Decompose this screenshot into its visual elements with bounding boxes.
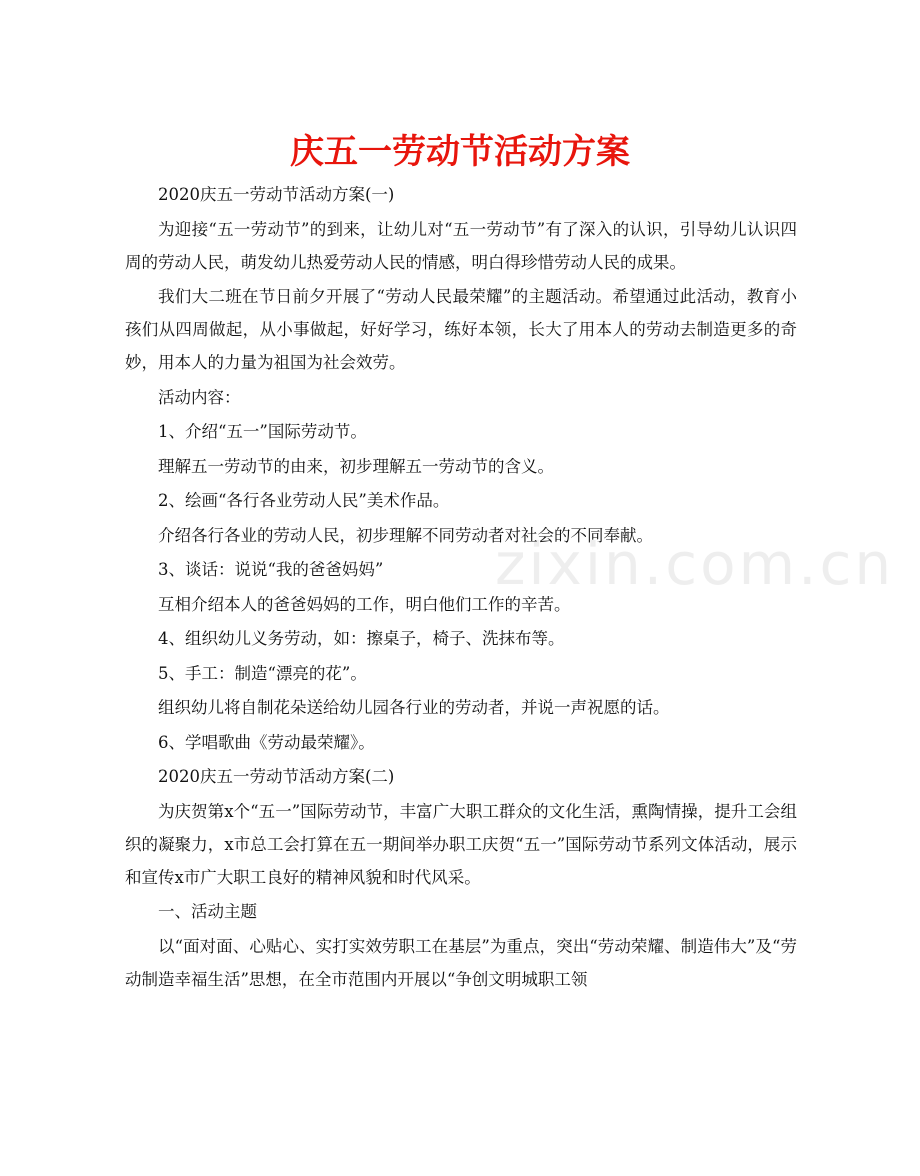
list-item-detail: 互相介绍本人的爸爸妈妈的工作，明白他们工作的辛苦。	[158, 594, 571, 614]
list-item: 2、绘画“各行各业劳动人民”美术作品。	[158, 491, 450, 510]
section-heading-plan-two: 2020庆五一劳动节活动方案(二)	[158, 767, 395, 786]
paragraph: 为庆贺第x个“五一”国际劳动节，丰富广大职工群众的文化生活，熏陶情操，提升工会组织的凝聚力，x市总工会打算在五一期间举办职工庆贺“五一”国际劳动节系列文体活动，展示和宣传x市广大职工良好的精神风貌和时代风采。	[125, 801, 797, 887]
list-item-detail: 组织幼儿将自制花朵送给幼儿园各行业的劳动者，并说一声祝愿的话。	[158, 698, 670, 717]
section-heading-activity-theme: 一、活动主题	[158, 902, 257, 921]
list-item-detail: 理解五一劳动节的由来，初步理解五一劳动节的含义。	[158, 456, 554, 476]
list-item: 3、谈话：说说“我的爸爸妈妈”	[158, 560, 384, 579]
section-heading-plan-one: 2020庆五一劳动节活动方案(一)	[158, 185, 395, 204]
list-item: 1、介绍“五一”国际劳动节。	[158, 422, 367, 441]
list-item: 4、组织幼儿义务劳动，如：擦桌子，椅子、洗抹布等。	[158, 629, 565, 648]
paragraph: 以“面对面、心贴心、实打实效劳职工在基层”为重点，突出“劳动荣耀、制造伟大”及“劳动制造幸福生活”思想，在全市范围内开展以“争创文明城职工领	[125, 936, 797, 989]
list-item-detail: 介绍各行各业的劳动人民，初步理解不同劳动者对社会的不同奉献。	[158, 525, 653, 545]
document-title: 庆五一劳动节活动方案	[290, 132, 630, 172]
paragraph: 我们大二班在节日前夕开展了“劳动人民最荣耀”的主题活动。希望通过此活动，教育小孩们从四周做起，从小事做起，好好学习，练好本领，长大了用本人的劳动去制造更多的奇妙，用本人的力量为祖国为社会效劳。	[125, 287, 797, 372]
paragraph: 为迎接“五一劳动节”的到来，让幼儿对“五一劳动节”有了深入的认识，引导幼儿认识四周的劳动人民，萌发幼儿热爱劳动人民的情感，明白得珍惜劳动人民的成果。	[125, 219, 797, 272]
watermark: zixin.com.cn	[495, 530, 895, 598]
activity-content-label: 活动内容：	[158, 387, 241, 407]
list-item: 6、学唱歌曲《劳动最荣耀》。	[158, 732, 375, 752]
list-item: 5、手工：制造“漂亮的花”。	[158, 663, 367, 683]
document-body	[125, 178, 797, 997]
